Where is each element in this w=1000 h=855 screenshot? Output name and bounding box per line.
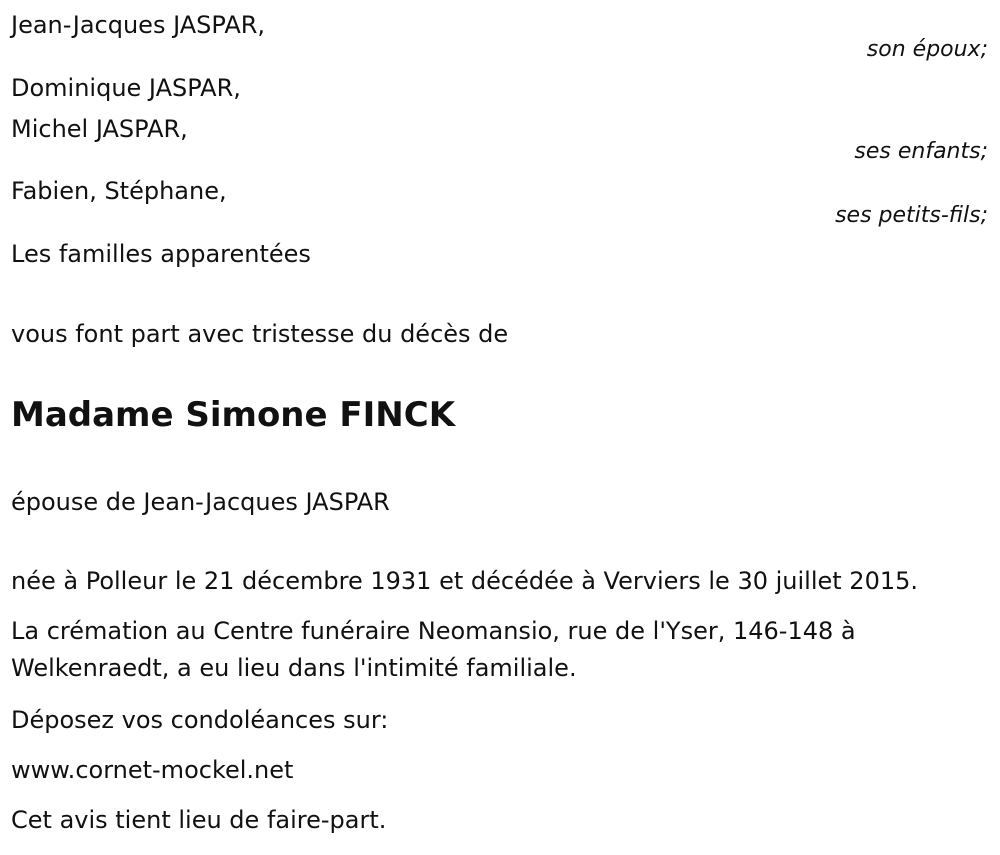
announcement-text: vous font part avec tristesse du décès de (11, 320, 509, 348)
child-name-1: Dominique JASPAR, (11, 74, 241, 102)
child-name-2: Michel JASPAR, (11, 115, 188, 143)
birth-death-line: née à Polleur le 21 décembre 1931 et décédée à Verviers le 30 juillet 2015. (11, 567, 919, 595)
children-role: ses enfants; (854, 139, 988, 164)
website-link[interactable]: www.cornet-mockel.net (11, 756, 294, 784)
closing-line: Cet avis tient lieu de faire-part. (11, 806, 387, 834)
spouse-of-line: épouse de Jean-Jacques JASPAR (11, 488, 390, 516)
grandchildren-names: Fabien, Stéphane, (11, 177, 227, 205)
spouse-role: son époux; (866, 37, 988, 62)
deceased-name: Madame Simone FINCK (11, 395, 456, 435)
relatives-line: Les familles apparentées (11, 240, 311, 268)
condolences-line: Déposez vos condoléances sur: (11, 706, 389, 734)
cremation-paragraph: La crémation au Centre funéraire Neomansio, rue de l'Yser, 146-148 à Welkenraedt, a eu lieu dans l'intimité familiale. (11, 617, 856, 682)
grandchildren-role: ses petits-fils; (835, 203, 988, 228)
spouse-name: Jean-Jacques JASPAR, (11, 11, 266, 39)
